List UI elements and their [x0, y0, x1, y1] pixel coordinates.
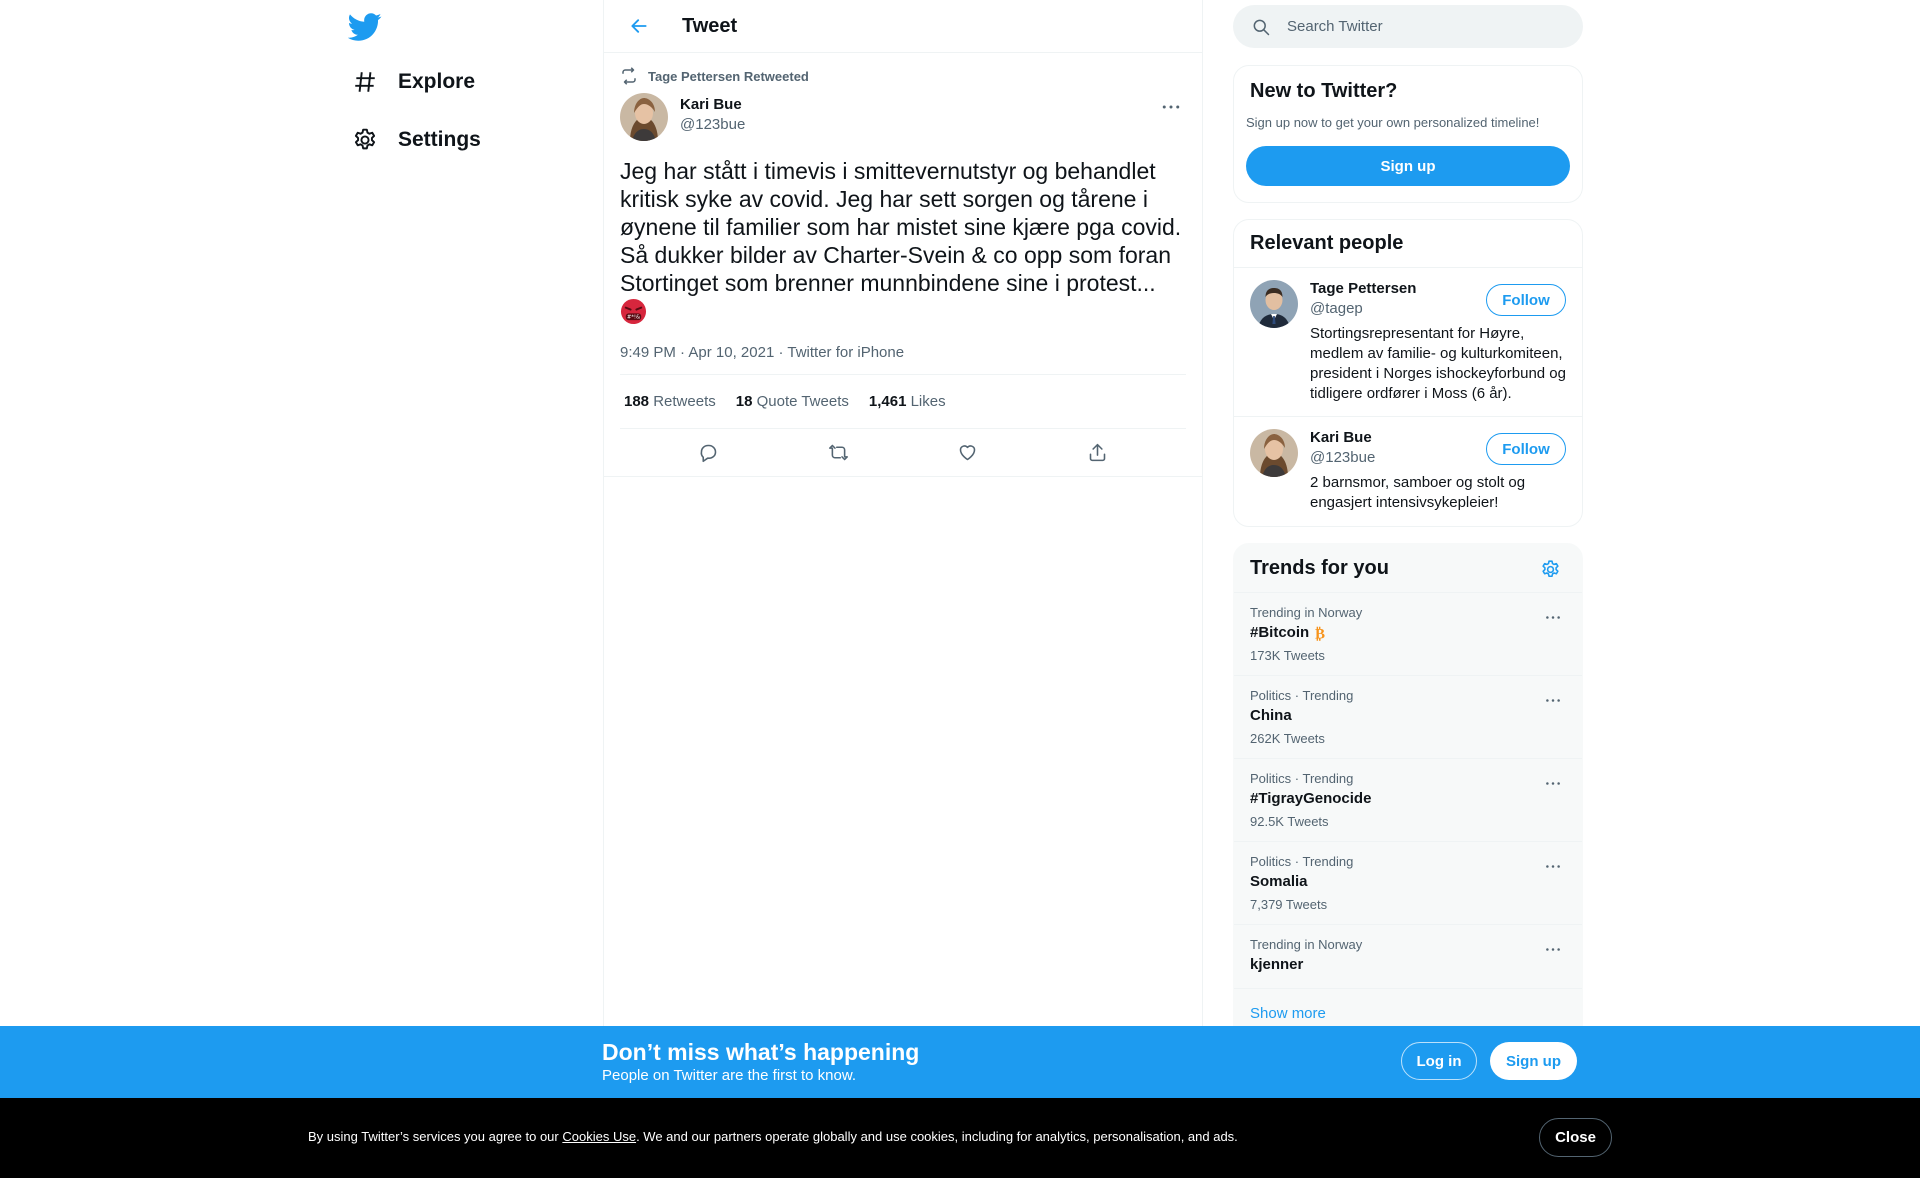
person-tage-pettersen[interactable]	[1234, 268, 1582, 417]
trends-settings-button[interactable]	[1538, 557, 1562, 581]
stat-label: Retweets	[653, 393, 716, 410]
main-column	[603, 0, 1203, 1178]
share-button[interactable]	[1079, 435, 1115, 471]
cookies-use-link[interactable]: Cookies Use	[562, 1129, 637, 1144]
stat-number: 188	[624, 393, 650, 410]
trend-item[interactable]	[1234, 759, 1582, 842]
trend-context: Politics · Trending	[1250, 688, 1354, 703]
new-to-twitter-subtitle: Sign up now to get your own personalized timeline!	[1246, 115, 1540, 130]
svg-text:₿: ₿	[1315, 624, 1326, 641]
trend-item[interactable]	[1234, 925, 1582, 989]
search-input[interactable]	[1287, 18, 1567, 35]
stat-likes[interactable]	[869, 393, 946, 410]
trend-count: 262K Tweets	[1250, 731, 1325, 746]
person-name[interactable]: Tage Pettersen	[1310, 280, 1417, 297]
trend-name: #TigrayGenocide	[1250, 790, 1372, 807]
tweet-meta	[620, 339, 1186, 375]
tweet-source[interactable]: Twitter for iPhone	[787, 344, 905, 361]
back-button[interactable]	[620, 7, 658, 45]
stat-retweets[interactable]	[624, 393, 716, 410]
trend-name: Somalia	[1250, 873, 1308, 890]
avatar[interactable]	[1250, 429, 1298, 477]
tweet-actions	[604, 429, 1202, 477]
signup-banner-heading: Don’t miss what’s happening	[602, 1039, 920, 1065]
tweet-body: Jeg har stått i timevis i smittevernutstyr og behandlet kritisk syke av covid. Jeg har sett sorgen og tårene i øynene til familier som har mistet sine kjære pga covid. Så dukker bilder av Charter-Svein & co opp som foran Stortinget som brenner munnbindene sine i protest...	[620, 158, 1188, 296]
stat-number: 18	[735, 393, 753, 410]
trend-count: 7,379 Tweets	[1250, 897, 1328, 912]
meta-separator: ·	[774, 344, 788, 361]
relevant-people-title: Relevant people	[1250, 232, 1404, 254]
nav-settings[interactable]	[350, 118, 481, 162]
relevant-people-card	[1233, 219, 1583, 527]
trend-context: Politics · Trending	[1250, 854, 1354, 869]
trend-name	[1250, 624, 1328, 641]
avatar[interactable]	[1250, 280, 1298, 328]
sidebar-signup-button[interactable]: Sign up	[1246, 146, 1570, 186]
trend-item[interactable]	[1234, 842, 1582, 925]
cookie-text-after: . We and our partners operate globally and use cookies, including for analytics, personalisation, and ads.	[636, 1129, 1238, 1144]
trend-context: Trending in Norway	[1250, 605, 1363, 620]
more-options-button[interactable]	[1156, 95, 1186, 119]
retweet-context[interactable]	[620, 53, 1186, 93]
retweet-button[interactable]	[820, 435, 856, 471]
author-handle[interactable]: @123bue	[680, 116, 746, 133]
trend-name: China	[1250, 707, 1292, 724]
author-name[interactable]: Kari Bue	[680, 96, 742, 113]
page-header	[604, 0, 1202, 53]
person-kari-bue[interactable]	[1234, 417, 1582, 525]
more-dots-icon	[1545, 781, 1561, 786]
bitcoin-icon	[1312, 625, 1328, 641]
person-bio: Stortingsrepresentant for Høyre, medlem av familie- og kulturkomiteen, president i Norges ishockeyforbund og tidligere ordfører i Moss (6 år).	[1310, 325, 1566, 402]
hashtag-icon	[350, 67, 380, 97]
new-to-twitter-card	[1233, 65, 1583, 203]
follow-button[interactable]: Follow	[1486, 433, 1566, 465]
stat-label: Quote Tweets	[756, 393, 849, 410]
person-handle[interactable]: @tagep	[1310, 300, 1363, 317]
twitter-bird-icon[interactable]	[348, 10, 382, 44]
gear-icon	[1540, 559, 1561, 580]
tweet-time[interactable]: 9:49 PM	[620, 344, 676, 361]
show-more-link[interactable]: Show more	[1250, 1005, 1326, 1022]
more-dots-icon	[1545, 698, 1561, 703]
trends-header	[1234, 544, 1582, 593]
login-button[interactable]: Log in	[1401, 1042, 1477, 1080]
trend-context: Politics · Trending	[1250, 771, 1354, 786]
trend-count: 92.5K Tweets	[1250, 814, 1329, 829]
tweet-date[interactable]: Apr 10, 2021	[688, 344, 775, 361]
author-names	[680, 95, 745, 135]
more-dots-icon	[1545, 864, 1561, 869]
trend-more-button[interactable]	[1540, 773, 1566, 793]
search-bar[interactable]	[1233, 5, 1583, 48]
trend-more-button[interactable]	[1540, 856, 1566, 876]
tweet-author	[620, 93, 1186, 149]
stat-number: 1,461	[868, 393, 907, 410]
more-dots-icon	[1545, 615, 1561, 620]
face-with-symbols-on-mouth-emoji	[620, 298, 647, 325]
cookie-text-before: By using Twitter’s services you agree to our	[308, 1129, 563, 1144]
stat-quote-tweets[interactable]	[736, 393, 849, 410]
avatar[interactable]	[620, 93, 668, 141]
person-bio: 2 barnsmor, samboer og stolt og engasjert intensivsykepleier!	[1310, 474, 1526, 511]
new-to-twitter-title: New to Twitter?	[1250, 80, 1398, 102]
cookie-close-button[interactable]: Close	[1539, 1118, 1612, 1157]
tweet-stats	[620, 375, 1186, 429]
person-handle[interactable]: @123bue	[1310, 449, 1376, 466]
nav-explore-label: Explore	[398, 70, 476, 93]
trend-item[interactable]	[1234, 676, 1582, 759]
nav-explore[interactable]	[350, 60, 475, 104]
retweet-icon	[828, 442, 849, 463]
trends-card	[1233, 543, 1583, 1043]
svg-text:#*!&: #*!&	[626, 314, 641, 321]
cookie-banner	[0, 1098, 1920, 1178]
trend-count: 173K Tweets	[1250, 648, 1325, 663]
trend-name: kjenner	[1250, 956, 1304, 973]
stat-label: Likes	[910, 393, 946, 410]
heart-icon	[957, 442, 978, 463]
relevant-people-header	[1234, 220, 1582, 268]
trend-item[interactable]	[1234, 593, 1582, 676]
trend-more-button[interactable]	[1540, 939, 1566, 959]
gear-icon	[350, 125, 380, 155]
trends-title: Trends for you	[1250, 556, 1389, 579]
tweet	[604, 53, 1202, 477]
more-dots-icon	[1545, 947, 1561, 952]
signup-banner-subheading: People on Twitter are the first to know.	[602, 1067, 857, 1084]
search-icon	[1251, 17, 1271, 37]
meta-separator: ·	[675, 344, 689, 361]
more-dots-icon	[1162, 104, 1180, 110]
like-button[interactable]	[950, 435, 986, 471]
share-icon	[1087, 442, 1108, 463]
trend-more-button[interactable]	[1540, 690, 1566, 710]
follow-button[interactable]: Follow	[1486, 284, 1566, 316]
trend-context: Trending in Norway	[1250, 937, 1363, 952]
reply-button[interactable]	[691, 435, 727, 471]
retweeted-by-text: Tage Pettersen Retweeted	[648, 68, 809, 84]
person-name[interactable]: Kari Bue	[1310, 429, 1372, 446]
page-title: Tweet	[682, 14, 738, 37]
reply-icon	[698, 442, 719, 463]
trend-name-text: #Bitcoin	[1250, 624, 1310, 641]
arrow-left-icon	[629, 16, 649, 36]
tweet-text	[620, 157, 1195, 325]
nav-settings-label: Settings	[398, 128, 481, 151]
signup-banner	[0, 1026, 1920, 1098]
retweet-icon	[620, 67, 638, 85]
cookie-text	[308, 1129, 1238, 1144]
trend-more-button[interactable]	[1540, 607, 1566, 627]
signup-button[interactable]: Sign up	[1490, 1042, 1577, 1080]
